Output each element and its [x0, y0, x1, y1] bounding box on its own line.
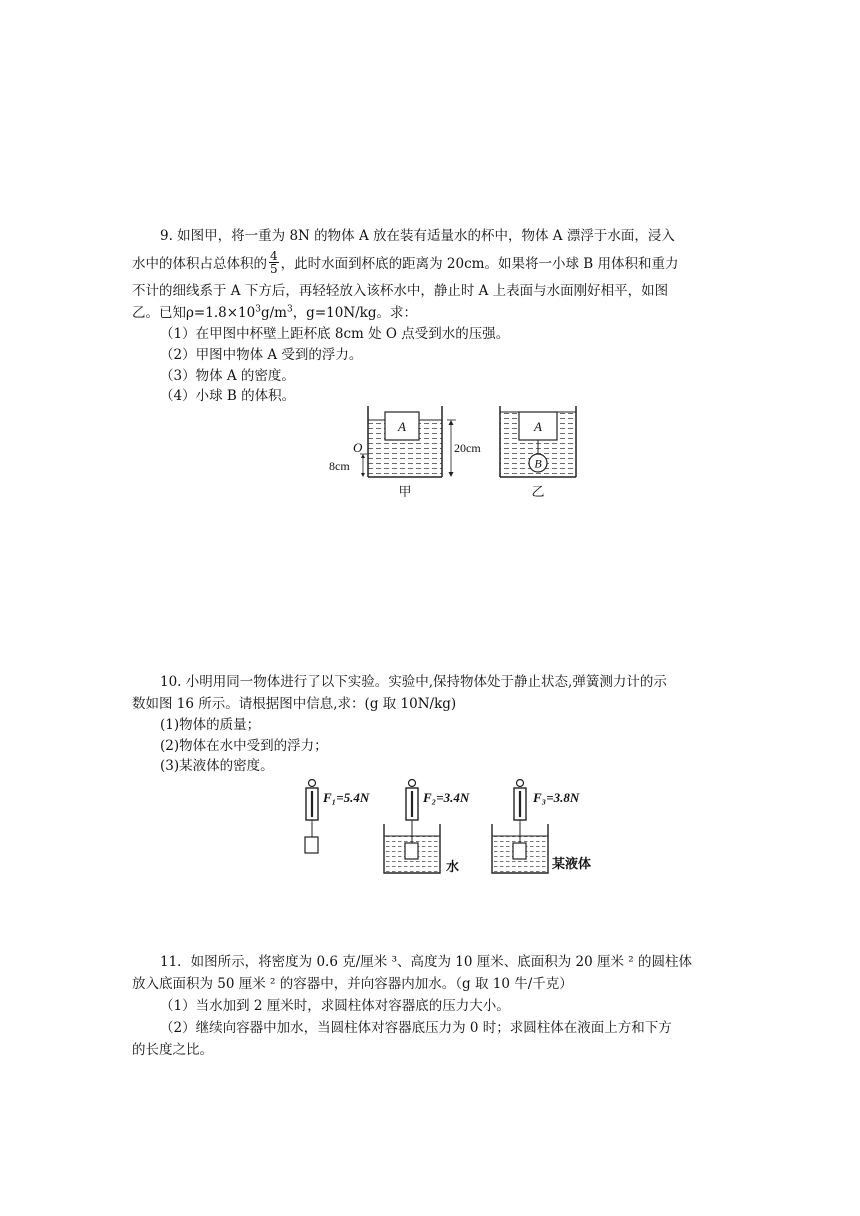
f2-label: F₂=3.4N	[423, 790, 470, 805]
label-a-jia: A	[398, 419, 406, 434]
beaker-liquid	[492, 780, 591, 874]
q11-item-2: （2）继续向容器中加水，当圆柱体对容器底压力为 0 时；求圆柱体在液面上方和下方	[160, 1020, 672, 1036]
container-jia	[329, 406, 481, 499]
q9-item-2: （2）甲图中物体 A 受到的浮力。	[160, 347, 363, 363]
caption-yi: 乙	[531, 484, 545, 499]
q9-line-1: 9. 如图甲，将一重为 8N 的物体 A 放在装有适量水的杯中，物体 A 漂浮于水面，浸入	[160, 228, 675, 244]
q9-item-3: （3）物体 A 的密度。	[160, 368, 295, 384]
q9-item-4: （4）小球 B 的体积。	[160, 388, 296, 404]
beaker-water	[384, 780, 470, 875]
q11-line-2: 放入底面积为 50 厘米 ² 的容器中，并向容器内加水。（g 取 10 牛/千克）	[132, 976, 573, 992]
q9-line-4-pre: 乙。已知ρ=1.8×10	[132, 305, 256, 321]
q9-item-1: （1）在甲图中杯壁上距杯底 8cm 处 O 点受到水的压强。	[160, 326, 510, 342]
q10-item-3: (3)某液体的密度。	[160, 758, 274, 774]
q9-line-4-post: g/m	[260, 305, 287, 321]
q9-line-3: 不计的细线系于 A 下方后，再轻轻放入该杯水中，静止时 A 上表面与水面刚好相平，如图	[132, 283, 669, 299]
label-o: O	[353, 440, 363, 455]
q9-figure	[320, 396, 590, 508]
fraction-denominator: 5	[270, 262, 278, 276]
q10-item-1: (1)物体的质量；	[160, 717, 261, 733]
object-3	[513, 843, 526, 859]
q9-line-2-post: ，此时水面到杯底的距离为 20cm。如果将一小球 B 用体积和重力	[280, 256, 679, 272]
f1-label: F₁=5.4N	[323, 790, 370, 805]
liquid-label: 某液体	[552, 856, 592, 871]
q10-line-1: 10. 小明用同一物体进行了以下实验。实验中,保持物体处于静止状态,弹簧测力计的示	[160, 674, 667, 690]
fraction-numerator: 4	[270, 249, 278, 263]
fraction-four-fifths	[269, 250, 279, 275]
q9-line-4-end: ，g=10N/kg。求：	[292, 305, 418, 321]
q10-item-2: (2)物体在水中受到的浮力；	[160, 738, 328, 754]
q11-line-1: 11．如图所示，将密度为 0.6 克/厘米 ³、高度为 10 厘米、底面积为 20 厘米 ² 的圆柱体	[160, 954, 692, 970]
q9-line-2	[132, 249, 679, 277]
object-2	[405, 843, 418, 859]
q10-figure	[296, 774, 606, 880]
water-label: 水	[446, 859, 460, 874]
caption-jia: 甲	[398, 484, 412, 499]
q11-item-3: 的长度之比。	[132, 1042, 213, 1058]
q9-line-4-sup: 3	[255, 304, 261, 315]
q9-line-4	[132, 303, 417, 323]
q9-line-2-pre: 水中的体积占总体积的	[132, 256, 267, 272]
q11-item-1: （1）当水加到 2 厘米时，求圆柱体对容器底的压力大小。	[160, 998, 510, 1014]
label-b: B	[534, 456, 542, 471]
container-yi	[500, 406, 576, 499]
label-8cm: 8cm	[329, 459, 350, 473]
object-1	[305, 837, 318, 853]
q10-line-2: 数如图 16 所示。请根据图中信息,求：(g 取 10N/kg)	[132, 696, 457, 712]
spring-scale-1	[305, 780, 370, 854]
q9-line-4-sup2: 3	[286, 304, 293, 315]
label-20cm: 20cm	[454, 441, 481, 455]
label-a-yi: A	[534, 419, 542, 434]
f3-label: F₃=3.8N	[533, 790, 580, 805]
